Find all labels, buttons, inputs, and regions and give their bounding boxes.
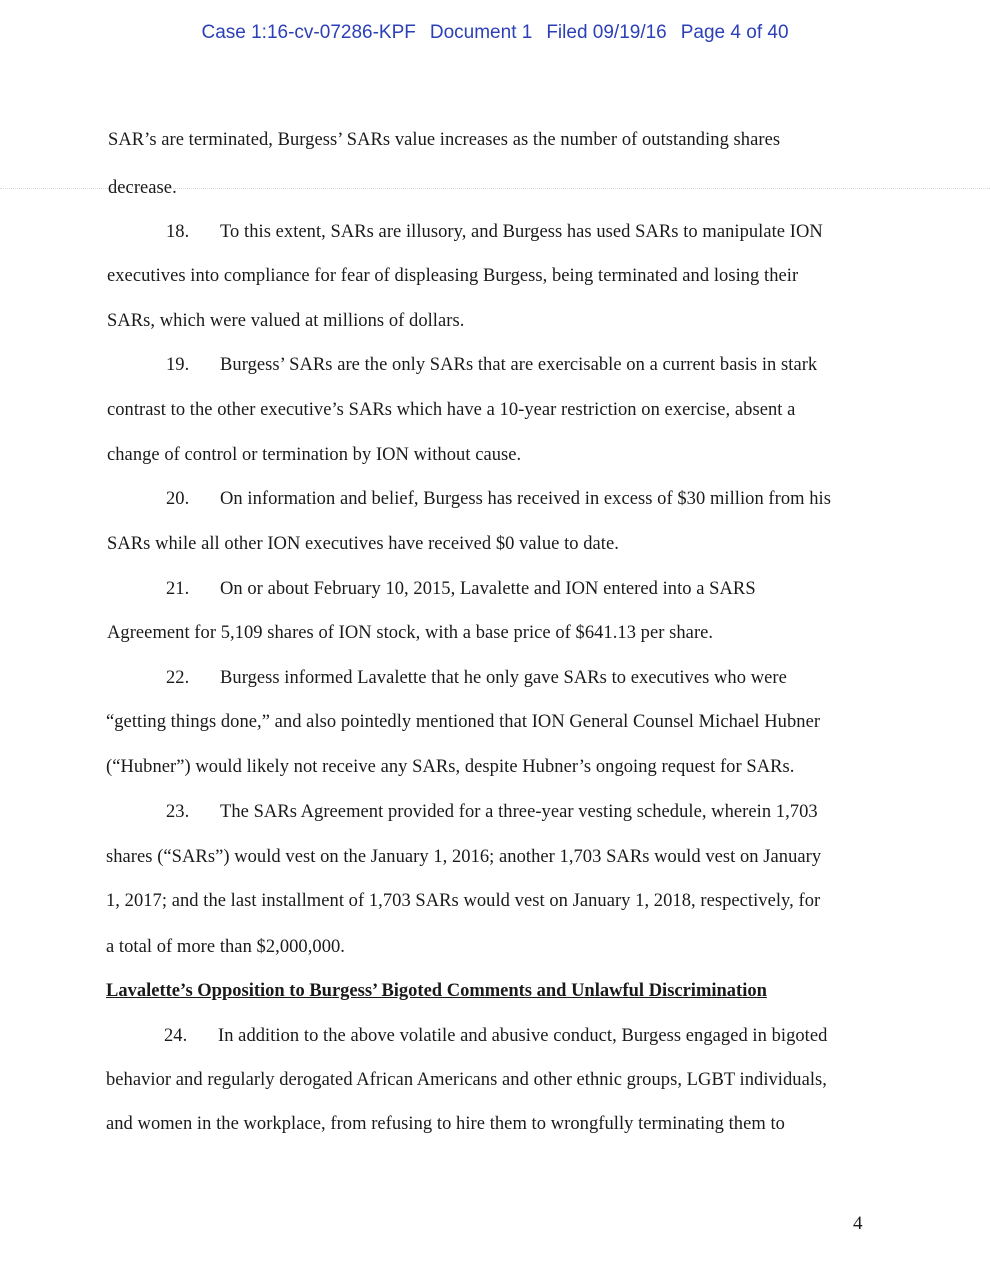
document-number: Document 1 [429,22,533,43]
text-line: Burgess’ SARs are the only SARs that are exercisable on a current basis in stark [220,355,818,375]
paragraph-number: 23. [166,802,190,822]
text-line: contrast to the other executive’s SARs which have a 10-year restriction on exercise, absent a [107,400,796,420]
text-line: The SARs Agreement provided for a three-year vesting schedule, wherein 1,703 [220,802,818,822]
text-line: SARs while all other ION executives have received $0 value to date. [107,534,619,554]
paragraph-number: 19. [166,355,190,375]
numbered-paragraph-line [166,489,831,510]
page-of: Page 4 of 40 [680,22,789,43]
text-line: 1, 2017; and the last installment of 1,703 SARs would vest on January 1, 2018, respectively, for [106,891,821,911]
text-line: (“Hubner”) would likely not receive any SARs, despite Hubner’s ongoing request for SARs. [106,757,795,777]
text-line: decrease. [108,178,177,198]
numbered-paragraph-line [164,1026,827,1047]
filed-date: Filed 09/19/16 [546,22,667,43]
text-line: On or about February 10, 2015, Lavalette and ION entered into a SARS [220,579,756,599]
case-number: Case 1:16-cv-07286-KPF [201,22,416,43]
text-line: In addition to the above volatile and abusive conduct, Burgess engaged in bigoted [218,1026,828,1046]
paragraph-number: 24. [164,1026,188,1046]
text-line: Burgess informed Lavalette that he only gave SARs to executives who were [220,668,787,688]
paragraph-number: 20. [166,489,190,509]
text-line: executives into compliance for fear of displeasing Burgess, being terminated and losing their [107,266,799,286]
text-line: “getting things done,” and also pointedly mentioned that ION General Counsel Michael Hubner [106,712,821,732]
text-line: and women in the workplace, from refusing to hire them to wrongfully terminating them to [106,1114,785,1134]
page-number: 4 [853,1213,863,1234]
text-line: shares (“SARs”) would vest on the January 1, 2016; another 1,703 SARs would vest on January [106,847,822,867]
numbered-paragraph-line [166,579,756,600]
text-line: To this extent, SARs are illusory, and Burgess has used SARs to manipulate ION [220,222,823,242]
paragraph-number: 21. [166,579,190,599]
numbered-paragraph-line [166,668,787,689]
text-line: On information and belief, Burgess has received in excess of $30 million from his [220,489,831,509]
numbered-paragraph-line [166,222,823,243]
paragraph-number: 22. [166,668,190,688]
numbered-paragraph-line [166,355,817,376]
text-line: behavior and regularly derogated African Americans and other ethnic groups, LGBT individuals, [106,1070,827,1090]
section-heading: Lavalette’s Opposition to Burgess’ Bigoted Comments and Unlawful Discrimination [106,981,767,1001]
paragraph-number: 18. [166,222,190,242]
case-header [0,22,990,44]
text-line: change of control or termination by ION without cause. [107,445,522,465]
text-line: SAR’s are terminated, Burgess’ SARs value increases as the number of outstanding shares [108,130,781,150]
text-line: Agreement for 5,109 shares of ION stock, with a base price of $641.13 per share. [107,623,714,643]
numbered-paragraph-line [166,802,818,823]
text-line: SARs, which were valued at millions of dollars. [107,311,465,331]
text-line: a total of more than $2,000,000. [106,937,345,957]
